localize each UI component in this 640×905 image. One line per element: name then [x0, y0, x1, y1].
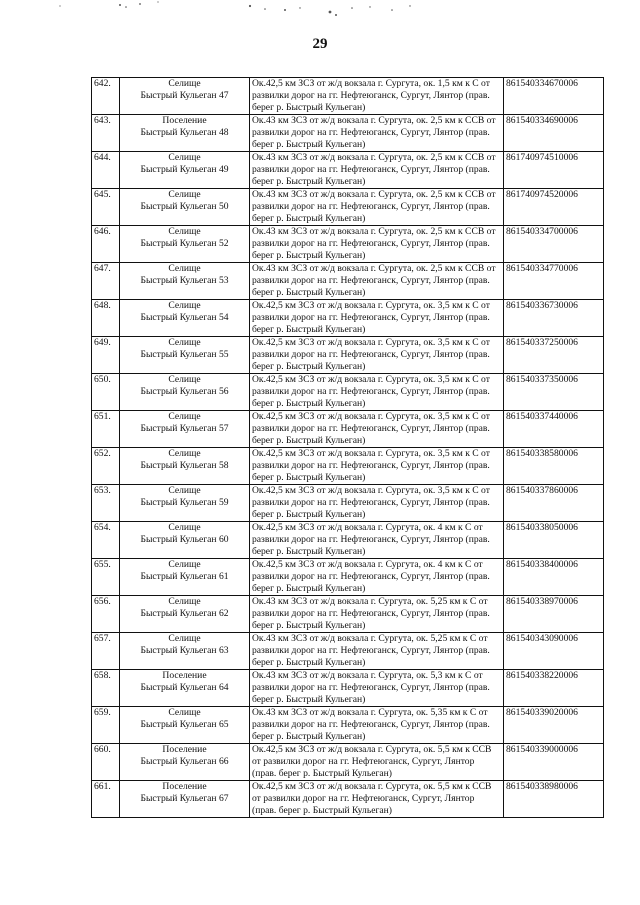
- site-name: Быстрый Кульеган 49: [140, 164, 229, 175]
- site-name-cell: [120, 374, 250, 411]
- table-row: [92, 337, 604, 374]
- registry-code: 861740974520006: [504, 189, 604, 226]
- site-name: Быстрый Кульеган 63: [140, 645, 229, 656]
- site-name-cell: [120, 670, 250, 707]
- row-number: 643.: [92, 115, 120, 152]
- site-name-cell: [120, 152, 250, 189]
- table-row: [92, 744, 604, 781]
- registry-code: 861540334690006: [504, 115, 604, 152]
- registry-code: 861540338980006: [504, 781, 604, 818]
- site-name-cell: [120, 485, 250, 522]
- site-type: Селище: [168, 522, 201, 533]
- table-row: [92, 374, 604, 411]
- site-type: Селище: [168, 559, 201, 570]
- table-row: [92, 411, 604, 448]
- site-name-cell: [120, 781, 250, 818]
- site-name: Быстрый Кульеган 57: [140, 423, 229, 434]
- table-row: [92, 300, 604, 337]
- registry-code: 861540339020006: [504, 707, 604, 744]
- location-description: Ок.43 км ЗСЗ от ж/д вокзала г. Сургута, ок. 2,5 км к ССВ от развилки дорог на гг. Нефтеюганск, Сургут, Лянтор (прав. берег р. Быстрый Кульеган): [250, 226, 504, 263]
- site-name: Быстрый Кульеган 60: [140, 534, 229, 545]
- table-row: [92, 781, 604, 818]
- registry-code: 861740974510006: [504, 152, 604, 189]
- registry-code: 861540337860006: [504, 485, 604, 522]
- registry-code: 861540338580006: [504, 448, 604, 485]
- location-description: Ок.42,5 км ЗСЗ от ж/д вокзала г. Сургута, ок. 3,5 км к С от развилки дорог на гг. Нефтеюганск, Сургут, Лянтор (прав. берег р. Быстрый Кульеган): [250, 485, 504, 522]
- row-number: 655.: [92, 559, 120, 596]
- registry-table: [91, 77, 604, 818]
- site-type: Поселение: [162, 115, 207, 126]
- site-name: Быстрый Кульеган 61: [140, 571, 229, 582]
- location-description: Ок.43 км ЗСЗ от ж/д вокзала г. Сургута, ок. 5,25 км к С от развилки дорог на гг. Нефтеюганск, Сургут, Лянтор (прав. берег р. Быстрый Кульеган): [250, 633, 504, 670]
- table-row: [92, 559, 604, 596]
- registry-code: 861540334700006: [504, 226, 604, 263]
- location-description: Ок.42,5 км ЗСЗ от ж/д вокзала г. Сургута, ок. 3,5 км к С от развилки дорог на гг. Нефтеюганск, Сургут, Лянтор (прав. берег р. Быстрый Кульеган): [250, 300, 504, 337]
- site-name-cell: [120, 707, 250, 744]
- site-type: Поселение: [162, 781, 207, 792]
- row-number: 658.: [92, 670, 120, 707]
- row-number: 653.: [92, 485, 120, 522]
- site-type: Селище: [168, 78, 201, 89]
- site-type: Селище: [168, 337, 201, 348]
- table-row: [92, 707, 604, 744]
- site-name: Быстрый Кульеган 54: [140, 312, 229, 323]
- table-row: [92, 78, 604, 115]
- table-row: [92, 226, 604, 263]
- table-row: [92, 633, 604, 670]
- row-number: 649.: [92, 337, 120, 374]
- site-name: Быстрый Кульеган 62: [140, 608, 229, 619]
- table-row: [92, 522, 604, 559]
- site-type: Селище: [168, 374, 201, 385]
- site-type: Селище: [168, 485, 201, 496]
- table-row: [92, 263, 604, 300]
- site-name: Быстрый Кульеган 65: [140, 719, 229, 730]
- row-number: 647.: [92, 263, 120, 300]
- site-type: Селище: [168, 596, 201, 607]
- site-type: Селище: [168, 707, 201, 718]
- registry-code: 861540337250006: [504, 337, 604, 374]
- site-type: Селище: [168, 263, 201, 274]
- location-description: Ок.43 км ЗСЗ от ж/д вокзала г. Сургута, ок. 2,5 км к ССВ от развилки дорог на гг. Нефтеюганск, Сургут, Лянтор (прав. берег р. Быстрый Кульеган): [250, 115, 504, 152]
- location-description: Ок.42,5 км ЗСЗ от ж/д вокзала г. Сургута, ок. 4 км к С от развилки дорог на гг. Нефтеюганск, Сургут, Лянтор (прав. берег р. Быстрый Кульеган): [250, 559, 504, 596]
- site-name-cell: [120, 189, 250, 226]
- site-name-cell: [120, 115, 250, 152]
- site-name-cell: [120, 337, 250, 374]
- registry-code: 861540339000006: [504, 744, 604, 781]
- site-name: Быстрый Кульеган 47: [140, 90, 229, 101]
- site-name-cell: [120, 78, 250, 115]
- location-description: Ок.42,5 км ЗСЗ от ж/д вокзала г. Сургута, ок. 3,5 км к С от развилки дорог на гг. Нефтеюганск, Сургут, Лянтор (прав. берег р. Быстрый Кульеган): [250, 374, 504, 411]
- site-name-cell: [120, 448, 250, 485]
- site-name: Быстрый Кульеган 66: [140, 756, 229, 767]
- location-description: Ок.42,5 км ЗСЗ от ж/д вокзала г. Сургута, ок. 5,5 км к ССВ от развилки дорог на гг. Нефтеюганск, Сургут, Лянтор (прав. берег р. Быстрый Кульеган): [250, 781, 504, 818]
- table-row: [92, 670, 604, 707]
- registry-code: 861540338400006: [504, 559, 604, 596]
- row-number: 642.: [92, 78, 120, 115]
- site-name: Быстрый Кульеган 58: [140, 460, 229, 471]
- site-name-cell: [120, 226, 250, 263]
- site-name-cell: [120, 744, 250, 781]
- site-name: Быстрый Кульеган 56: [140, 386, 229, 397]
- site-name-cell: [120, 633, 250, 670]
- row-number: 651.: [92, 411, 120, 448]
- registry-code: 861540336730006: [504, 300, 604, 337]
- site-name-cell: [120, 559, 250, 596]
- site-name: Быстрый Кульеган 53: [140, 275, 229, 286]
- row-number: 652.: [92, 448, 120, 485]
- site-name: Быстрый Кульеган 64: [140, 682, 229, 693]
- registry-code: 861540343090006: [504, 633, 604, 670]
- site-type: Селище: [168, 152, 201, 163]
- row-number: 656.: [92, 596, 120, 633]
- row-number: 654.: [92, 522, 120, 559]
- registry-code: 861540338970006: [504, 596, 604, 633]
- registry-code: 861540337350006: [504, 374, 604, 411]
- site-name-cell: [120, 263, 250, 300]
- location-description: Ок.42,5 км ЗСЗ от ж/д вокзала г. Сургута, ок. 1,5 км к С от развилки дорог на гг. Нефтеюганск, Сургут, Лянтор (прав. берег р. Быстрый Кульеган): [250, 78, 504, 115]
- registry-code: 861540334670006: [504, 78, 604, 115]
- table-row: [92, 115, 604, 152]
- site-type: Поселение: [162, 744, 207, 755]
- row-number: 644.: [92, 152, 120, 189]
- table-body: [92, 78, 604, 818]
- location-description: Ок.43 км ЗСЗ от ж/д вокзала г. Сургута, ок. 2,5 км к ССВ от развилки дорог на гг. Нефтеюганск, Сургут, Лянтор (прав. берег р. Быстрый Кульеган): [250, 189, 504, 226]
- table-row: [92, 189, 604, 226]
- table-row: [92, 448, 604, 485]
- registry-code: 861540337440006: [504, 411, 604, 448]
- page-number: 29: [312, 36, 328, 52]
- site-name: Быстрый Кульеган 52: [140, 238, 229, 249]
- table-row: [92, 485, 604, 522]
- row-number: 657.: [92, 633, 120, 670]
- row-number: 650.: [92, 374, 120, 411]
- site-name-cell: [120, 522, 250, 559]
- location-description: Ок.43 км ЗСЗ от ж/д вокзала г. Сургута, ок. 5,35 км к С от развилки дорог на гг. Нефтеюганск, Сургут, Лянтор (прав. берег р. Быстрый Кульеган): [250, 707, 504, 744]
- location-description: Ок.42,5 км ЗСЗ от ж/д вокзала г. Сургута, ок. 3,5 км к С от развилки дорог на гг. Нефтеюганск, Сургут, Лянтор (прав. берег р. Быстрый Кульеган): [250, 448, 504, 485]
- row-number: 659.: [92, 707, 120, 744]
- site-type: Селище: [168, 226, 201, 237]
- site-name: Быстрый Кульеган 48: [140, 127, 229, 138]
- location-description: Ок.43 км ЗСЗ от ж/д вокзала г. Сургута, ок. 2,5 км к ССВ от развилки дорог на гг. Нефтеюганск, Сургут, Лянтор (прав. берег р. Быстрый Кульеган): [250, 152, 504, 189]
- site-name-cell: [120, 596, 250, 633]
- location-description: Ок.42,5 км ЗСЗ от ж/д вокзала г. Сургута, ок. 3,5 км к С от развилки дорог на гг. Нефтеюганск, Сургут, Лянтор (прав. берег р. Быстрый Кульеган): [250, 337, 504, 374]
- registry-code: 861540338050006: [504, 522, 604, 559]
- location-description: Ок.42,5 км ЗСЗ от ж/д вокзала г. Сургута, ок. 4 км к С от развилки дорог на гг. Нефтеюганск, Сургут, Лянтор (прав. берег р. Быстрый Кульеган): [250, 522, 504, 559]
- site-type: Селище: [168, 411, 201, 422]
- site-name-cell: [120, 300, 250, 337]
- registry-code: 861540338220006: [504, 670, 604, 707]
- row-number: 646.: [92, 226, 120, 263]
- location-description: Ок.43 км ЗСЗ от ж/д вокзала г. Сургута, ок. 2,5 км к ССВ от развилки дорог на гг. Нефтеюганск, Сургут, Лянтор (прав. берег р. Быстрый Кульеган): [250, 263, 504, 300]
- location-description: Ок.43 км ЗСЗ от ж/д вокзала г. Сургута, ок. 5,25 км к С от развилки дорог на гг. Нефтеюганск, Сургут, Лянтор (прав. берег р. Быстрый Кульеган): [250, 596, 504, 633]
- scan-artifacts: [0, 0, 640, 40]
- site-name-cell: [120, 411, 250, 448]
- row-number: 645.: [92, 189, 120, 226]
- site-type: Селище: [168, 300, 201, 311]
- table-row: [92, 152, 604, 189]
- site-name: Быстрый Кульеган 67: [140, 793, 229, 804]
- site-name: Быстрый Кульеган 59: [140, 497, 229, 508]
- row-number: 648.: [92, 300, 120, 337]
- location-description: Ок.42,5 км ЗСЗ от ж/д вокзала г. Сургута, ок. 5,5 км к ССВ от развилки дорог на гг. Нефтеюганск, Сургут, Лянтор (прав. берег р. Быстрый Кульеган): [250, 744, 504, 781]
- row-number: 660.: [92, 744, 120, 781]
- location-description: Ок.42,5 км ЗСЗ от ж/д вокзала г. Сургута, ок. 3,5 км к С от развилки дорог на гг. Нефтеюганск, Сургут, Лянтор (прав. берег р. Быстрый Кульеган): [250, 411, 504, 448]
- registry-code: 861540334770006: [504, 263, 604, 300]
- site-type: Селище: [168, 448, 201, 459]
- location-description: Ок.43 км ЗСЗ от ж/д вокзала г. Сургута, ок. 5,3 км к С от развилки дорог на гг. Нефтеюганск, Сургут, Лянтор (прав. берег р. Быстрый Кульеган): [250, 670, 504, 707]
- site-name: Быстрый Кульеган 55: [140, 349, 229, 360]
- site-type: Селище: [168, 633, 201, 644]
- site-type: Поселение: [162, 670, 207, 681]
- row-number: 661.: [92, 781, 120, 818]
- site-name: Быстрый Кульеган 50: [140, 201, 229, 212]
- table-row: [92, 596, 604, 633]
- site-type: Селище: [168, 189, 201, 200]
